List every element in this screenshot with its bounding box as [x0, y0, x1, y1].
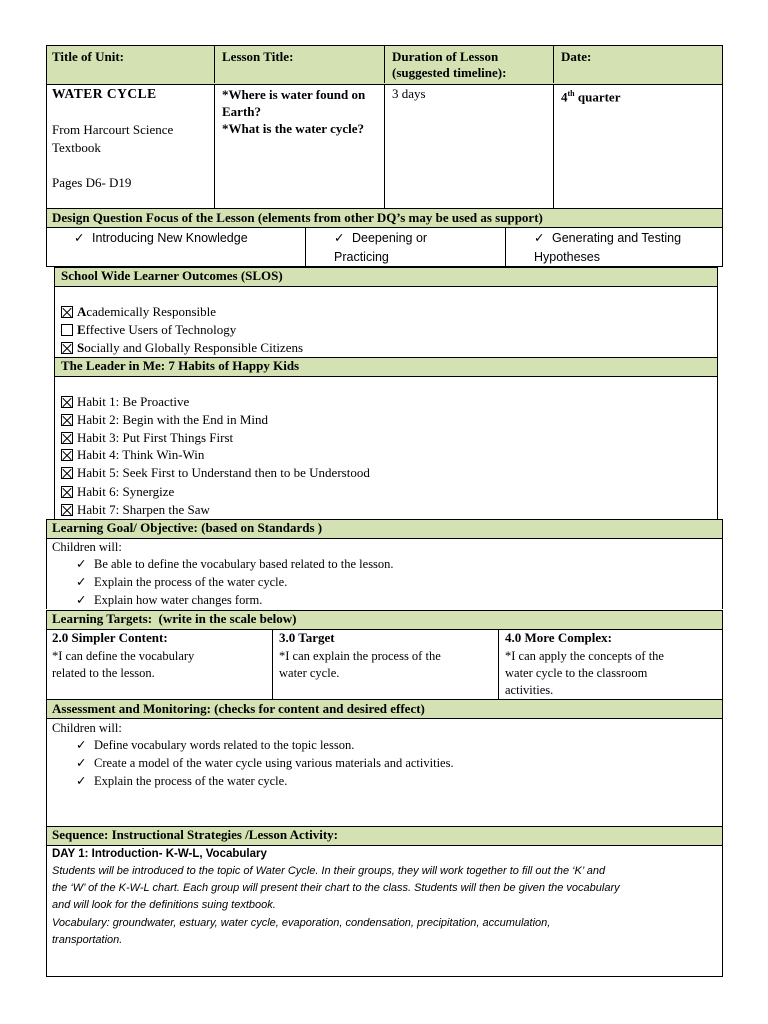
- checked-box-icon[interactable]: [61, 486, 73, 498]
- header-title-of-unit: Title of Unit:: [52, 49, 124, 64]
- design-option-deepening: ✓ Deepening or Practicing: [334, 231, 428, 264]
- unit-pages: Pages D6- D19: [52, 175, 132, 190]
- date-value: 4th quarter: [561, 89, 621, 105]
- assessment-intro: Children will:: [52, 721, 122, 735]
- slos-item-technology: Effective Users of Technology: [61, 322, 236, 338]
- habit-2: Habit 2: Begin with the End in Mind: [61, 412, 268, 428]
- goal-heading: Learning Goal/ Objective: (based on Standards ): [52, 520, 323, 535]
- habits-heading: The Leader in Me: 7 Habits of Happy Kids: [61, 358, 300, 373]
- checked-box-icon[interactable]: [61, 396, 73, 408]
- goal-item: ✓ Explain how water changes form.: [76, 593, 263, 607]
- checked-box-icon[interactable]: [61, 342, 73, 354]
- sequence-heading: Sequence: Instructional Strategies /Lesson Activity:: [52, 827, 338, 842]
- checkmark-icon: ✓: [334, 231, 345, 245]
- checked-box-icon[interactable]: [61, 414, 73, 426]
- checked-box-icon[interactable]: [61, 449, 73, 461]
- goal-item: ✓ Explain the process of the water cycle.: [76, 575, 288, 589]
- header-duration: Duration of Lesson (suggested timeline):: [392, 49, 507, 80]
- checkmark-icon: ✓: [74, 231, 85, 245]
- assessment-item: ✓ Explain the process of the water cycle.: [76, 774, 288, 788]
- habit-5: Habit 5: Seek First to Understand then to be Understood: [61, 465, 370, 481]
- checked-box-icon[interactable]: [61, 467, 73, 479]
- goal-item: ✓ Be able to define the vocabulary based related to the lesson.: [76, 557, 394, 571]
- goal-intro: Children will:: [52, 540, 122, 554]
- target-complex-text: *I can apply the concepts of the: [505, 649, 664, 663]
- checkmark-icon: ✓: [76, 557, 87, 571]
- sequence-vocabulary: transportation.: [52, 934, 123, 946]
- checkmark-icon: ✓: [76, 774, 87, 788]
- design-option-generating: ✓ Generating and Testing Hypotheses: [534, 231, 682, 264]
- assessment-heading: Assessment and Monitoring: (checks for content and desired effect): [52, 701, 425, 716]
- habit-6: Habit 6: Synergize: [61, 484, 174, 500]
- targets-heading: Learning Targets: (write in the scale below): [52, 611, 297, 626]
- target-core-heading: 3.0 Target: [279, 630, 335, 645]
- checkmark-icon: ✓: [76, 756, 87, 770]
- sequence-day1-heading: DAY 1: Introduction- K-W-L, Vocabulary: [52, 848, 267, 860]
- unchecked-box-icon[interactable]: [61, 324, 73, 336]
- design-question-heading: Design Question Focus of the Lesson (elements from other DQ’s may be used as support): [52, 210, 543, 225]
- checked-box-icon[interactable]: [61, 504, 73, 516]
- target-core-text: *I can explain the process of the: [279, 649, 441, 663]
- slos-item-academic: Academically Responsible: [61, 304, 216, 320]
- checkmark-icon: ✓: [76, 593, 87, 607]
- target-simpler-heading: 2.0 Simpler Content:: [52, 630, 168, 645]
- lesson-question-1: *Where is water found on Earth?: [222, 87, 366, 119]
- target-simpler-text: *I can define the vocabulary: [52, 649, 195, 663]
- sequence-paragraph: the ‘W’ of the K-W-L chart. Each group will present their chart to the class. Students will then be given the vocabulary: [52, 882, 620, 894]
- slos-heading: School Wide Learner Outcomes (SLOS): [61, 268, 283, 283]
- target-simpler-text: related to the lesson.: [52, 666, 155, 680]
- header-date: Date:: [561, 49, 592, 64]
- sequence-vocabulary: Vocabulary: groundwater, estuary, water cycle, evaporation, condensation, precipitation, accumulation,: [52, 917, 551, 929]
- checked-box-icon[interactable]: [61, 306, 73, 318]
- target-core-text: water cycle.: [279, 666, 340, 680]
- assessment-item: ✓ Define vocabulary words related to the topic lesson.: [76, 738, 355, 752]
- duration-value: 3 days: [392, 86, 426, 101]
- habit-1: Habit 1: Be Proactive: [61, 394, 189, 410]
- habit-4: Habit 4: Think Win-Win: [61, 447, 204, 463]
- target-complex-text: activities.: [505, 683, 554, 697]
- checkmark-icon: ✓: [534, 231, 545, 245]
- slos-item-citizens: Socially and Globally Responsible Citizens: [61, 340, 303, 356]
- header-lesson-title: Lesson Title:: [222, 49, 294, 64]
- habit-7: Habit 7: Sharpen the Saw: [61, 502, 210, 518]
- unit-source: From Harcourt Science Textbook: [52, 122, 174, 155]
- sequence-paragraph: Students will be introduced to the topic of Water Cycle. In their groups, they will work together to fill out the ‘K’ and: [52, 865, 606, 877]
- checkmark-icon: ✓: [76, 575, 87, 589]
- unit-title: WATER CYCLE: [52, 86, 157, 101]
- lesson-question-2: *What is the water cycle?: [222, 121, 365, 136]
- assessment-item: ✓ Create a model of the water cycle using various materials and activities.: [76, 756, 454, 770]
- target-complex-text: water cycle to the classroom: [505, 666, 648, 680]
- checked-box-icon[interactable]: [61, 432, 73, 444]
- habit-3: Habit 3: Put First Things First: [61, 430, 233, 446]
- design-option-introducing: ✓ Introducing New Knowledge: [74, 229, 248, 248]
- checkmark-icon: ✓: [76, 738, 87, 752]
- sequence-paragraph: and will look for the definitions suing textbook.: [52, 899, 276, 911]
- target-complex-heading: 4.0 More Complex:: [505, 630, 612, 645]
